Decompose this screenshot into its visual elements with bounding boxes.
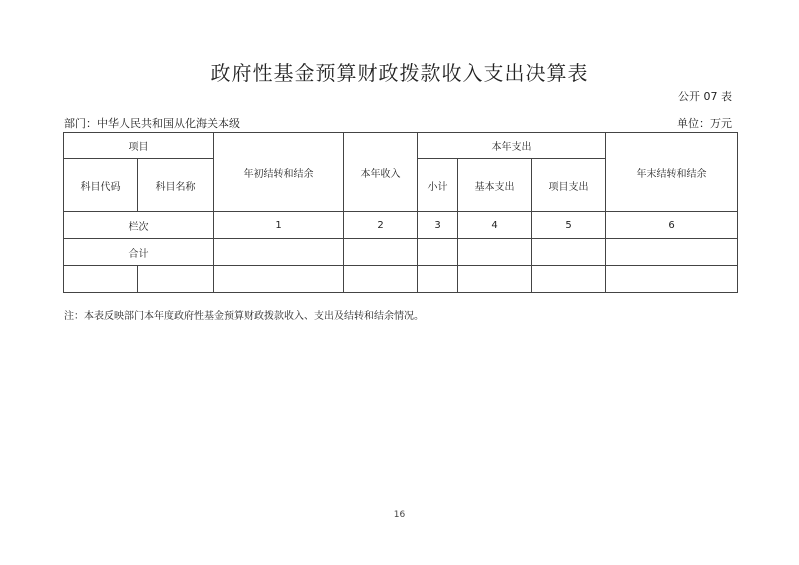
column-index-cell: 2 [344, 212, 418, 239]
department-label: 部门：中华人民共和国从化海关本级 [64, 117, 240, 130]
table-cell [458, 266, 532, 293]
report-title: 政府性基金预算财政拨款收入支出决算表 [210, 61, 589, 85]
column-index-row [64, 212, 738, 239]
column-index-cell: 3 [418, 212, 458, 239]
header-basic-expenditure: 基本支出 [458, 159, 532, 212]
total-label: 合计 [64, 239, 214, 266]
column-index-label: 栏次 [64, 212, 214, 239]
table-cell [606, 239, 738, 266]
unit-label: 单位：万元 [677, 117, 732, 130]
header-subject-code: 科目代码 [64, 159, 138, 212]
table-cell [344, 239, 418, 266]
table-cell [344, 266, 418, 293]
column-index-cell: 6 [606, 212, 738, 239]
table-cell [214, 239, 344, 266]
table-cell [418, 266, 458, 293]
header-subject-name: 科目名称 [138, 159, 214, 212]
table-cell [138, 266, 214, 293]
column-index-cell: 1 [214, 212, 344, 239]
table-cell [64, 266, 138, 293]
column-index-cell: 4 [458, 212, 532, 239]
empty-row [64, 266, 738, 293]
column-index-cell: 5 [532, 212, 606, 239]
table-note: 注：本表反映部门本年度政府性基金预算财政拨款收入、支出及结转和结余情况。 [64, 311, 424, 322]
header-row-1 [64, 133, 738, 159]
header-subtotal: 小计 [418, 159, 458, 212]
page-number: 16 [393, 510, 406, 520]
table-cell [214, 266, 344, 293]
table-cell [606, 266, 738, 293]
header-item: 项目 [64, 133, 214, 159]
header-current-income: 本年收入 [344, 133, 418, 212]
table-cell [532, 239, 606, 266]
budget-table [63, 132, 738, 293]
header-opening-balance: 年初结转和结余 [214, 133, 344, 212]
total-row [64, 239, 738, 266]
table-code: 公开 07 表 [678, 90, 732, 103]
table-cell [458, 239, 532, 266]
header-project-expenditure: 项目支出 [532, 159, 606, 212]
table-cell [418, 239, 458, 266]
table-cell [532, 266, 606, 293]
header-current-expenditure: 本年支出 [418, 133, 606, 159]
header-closing-balance: 年末结转和结余 [606, 133, 738, 212]
